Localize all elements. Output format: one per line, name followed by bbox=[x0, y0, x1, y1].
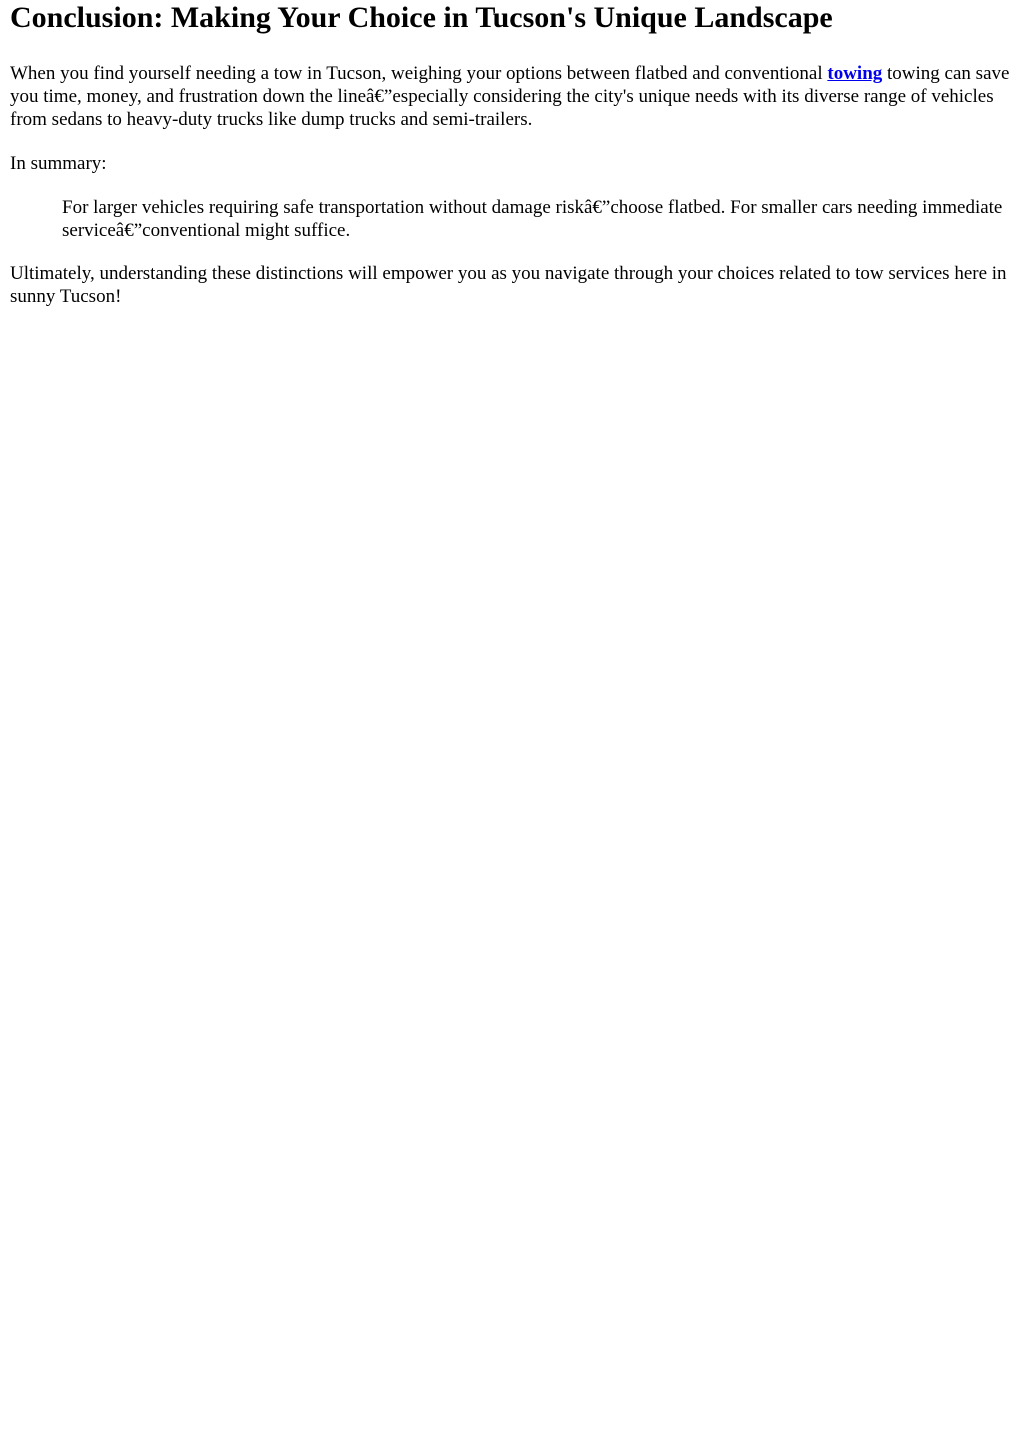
intro-text-before-link: When you find yourself needing a tow in Tucson, weighing your options between flatbed and conventional bbox=[10, 63, 828, 84]
article bbox=[10, 0, 1014, 308]
intro-paragraph bbox=[10, 62, 1014, 131]
page-title: Conclusion: Making Your Choice in Tucson's Unique Landscape bbox=[10, 1, 833, 34]
towing-link[interactable]: towing bbox=[827, 63, 883, 84]
final-paragraph: Ultimately, understanding these distinctions will empower you as you navigate through your choices related to tow services here in sunny Tucson! bbox=[10, 263, 1007, 307]
intro-text-after-link: towing can save you time, money, and frustration down the lineâ€”especially considering the city's unique needs with its diverse range of vehicles from sedans to heavy-duty trucks like dump trucks and semi-trailers. bbox=[10, 63, 1010, 130]
summary-label: In summary: bbox=[10, 153, 107, 174]
blockquote-text: For larger vehicles requiring safe transportation without damage riskâ€”choose flatbed. For smaller cars needing immediate serviceâ€”conventional might suffice. bbox=[62, 197, 1003, 241]
summary-blockquote bbox=[62, 196, 1014, 242]
